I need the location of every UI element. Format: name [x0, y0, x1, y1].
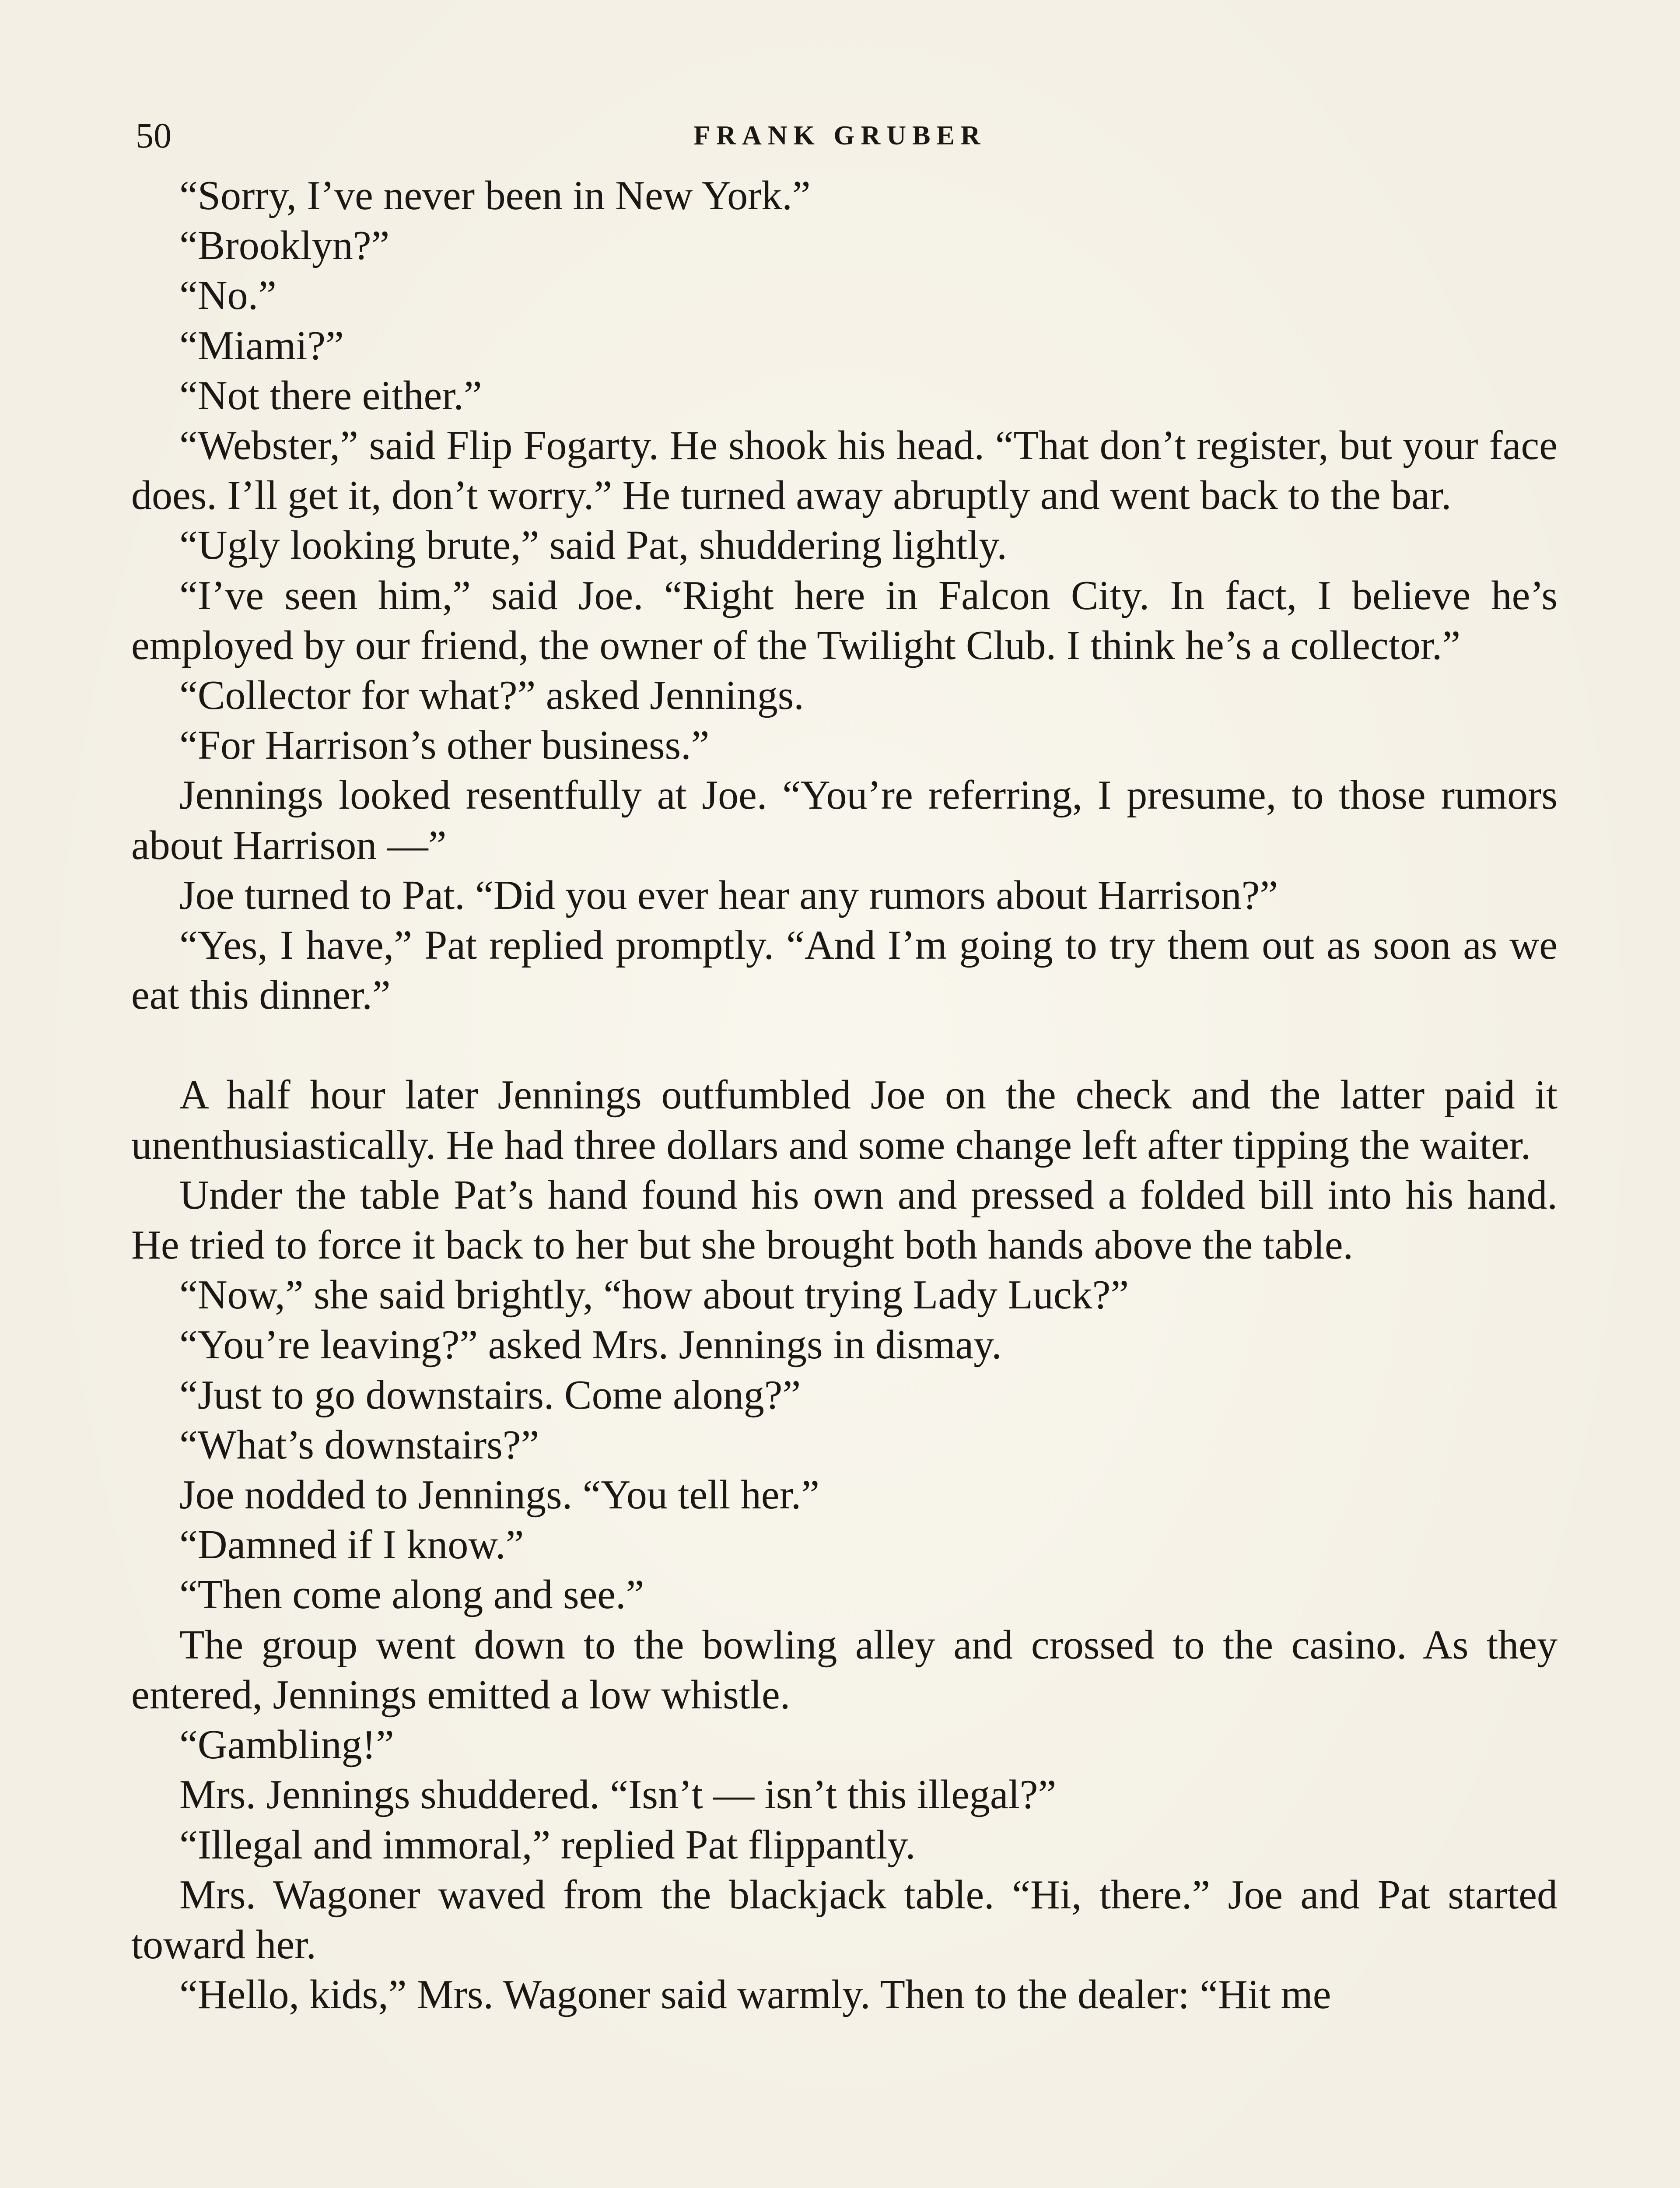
paragraph: “Yes, I have,” Pat replied promptly. “And I’m going to try them out as soon as we eat this dinner.” — [131, 922, 1558, 1018]
paragraph: Mrs. Wagoner waved from the blackjack table. “Hi, there.” Joe and Pat started toward her. — [131, 1872, 1558, 1967]
paragraph: A half hour later Jennings outfumbled Joe on the check and the latter paid it unenthusiastically. He had three dollars and some change left after tipping the waiter. — [131, 1072, 1558, 1168]
body-text — [131, 171, 1558, 2020]
paragraph: “You’re leaving?” asked Mrs. Jennings in dismay. — [179, 1322, 1002, 1368]
paragraph: Joe nodded to Jennings. “You tell her.” — [179, 1472, 819, 1518]
paragraph: “Now,” she said brightly, “how about trying Lady Luck?” — [179, 1272, 1129, 1318]
paragraph: Jennings looked resentfully at Joe. “You’re referring, I presume, to those rumors about Harrison —” — [131, 772, 1558, 868]
paragraph: “I’ve seen him,” said Joe. “Right here in Falcon City. In fact, I believe he’s employed by our friend, the owner of the Twilight Club. I think he’s a collector.” — [131, 572, 1558, 668]
running-head-author: FRANK GRUBER — [693, 121, 987, 151]
paragraph: “Just to go downstairs. Come along?” — [179, 1372, 801, 1418]
paragraph: “Webster,” said Flip Fogarty. He shook his head. “That don’t register, but your face does. I’ll get it, don’t worry.” He turned away abruptly and went back to the bar. — [131, 423, 1558, 519]
paragraph: “Then come along and see.” — [179, 1572, 644, 1618]
paragraph: The group went down to the bowling alley and crossed to the casino. As they entered, Jennings emitted a low whistle. — [131, 1622, 1558, 1718]
paragraph: “Not there either.” — [179, 372, 482, 418]
paragraph: “Miami?” — [179, 323, 344, 368]
paragraph: “Illegal and immoral,” replied Pat flippantly. — [179, 1822, 916, 1868]
paragraph: “Collector for what?” asked Jennings. — [179, 673, 804, 719]
paragraph: “Gambling!” — [179, 1722, 394, 1768]
page-header — [131, 112, 1549, 160]
paragraph: “Hello, kids,” Mrs. Wagoner said warmly. Then to the dealer: “Hit me — [179, 1972, 1331, 2018]
paragraph: Joe turned to Pat. “Did you ever hear any rumors about Harrison?” — [179, 872, 1278, 918]
page-number: 50 — [136, 116, 172, 155]
paragraph: “No.” — [179, 273, 276, 319]
paragraph: “For Harrison’s other business.” — [179, 722, 710, 768]
paragraph: “Sorry, I’ve never been in New York.” — [179, 173, 811, 218]
paragraph: “Brooklyn?” — [179, 223, 390, 269]
paragraph: “What’s downstairs?” — [179, 1422, 539, 1468]
paragraph: “Damned if I know.” — [179, 1522, 524, 1568]
paragraph: Mrs. Jennings shuddered. “Isn’t — isn’t this illegal?” — [179, 1772, 1057, 1818]
paragraph: “Ugly looking brute,” said Pat, shuddering lightly. — [179, 522, 1007, 568]
paragraph: Under the table Pat’s hand found his own and pressed a folded bill into his hand. He tried to force it back to her but she brought both hands above the table. — [131, 1172, 1558, 1268]
